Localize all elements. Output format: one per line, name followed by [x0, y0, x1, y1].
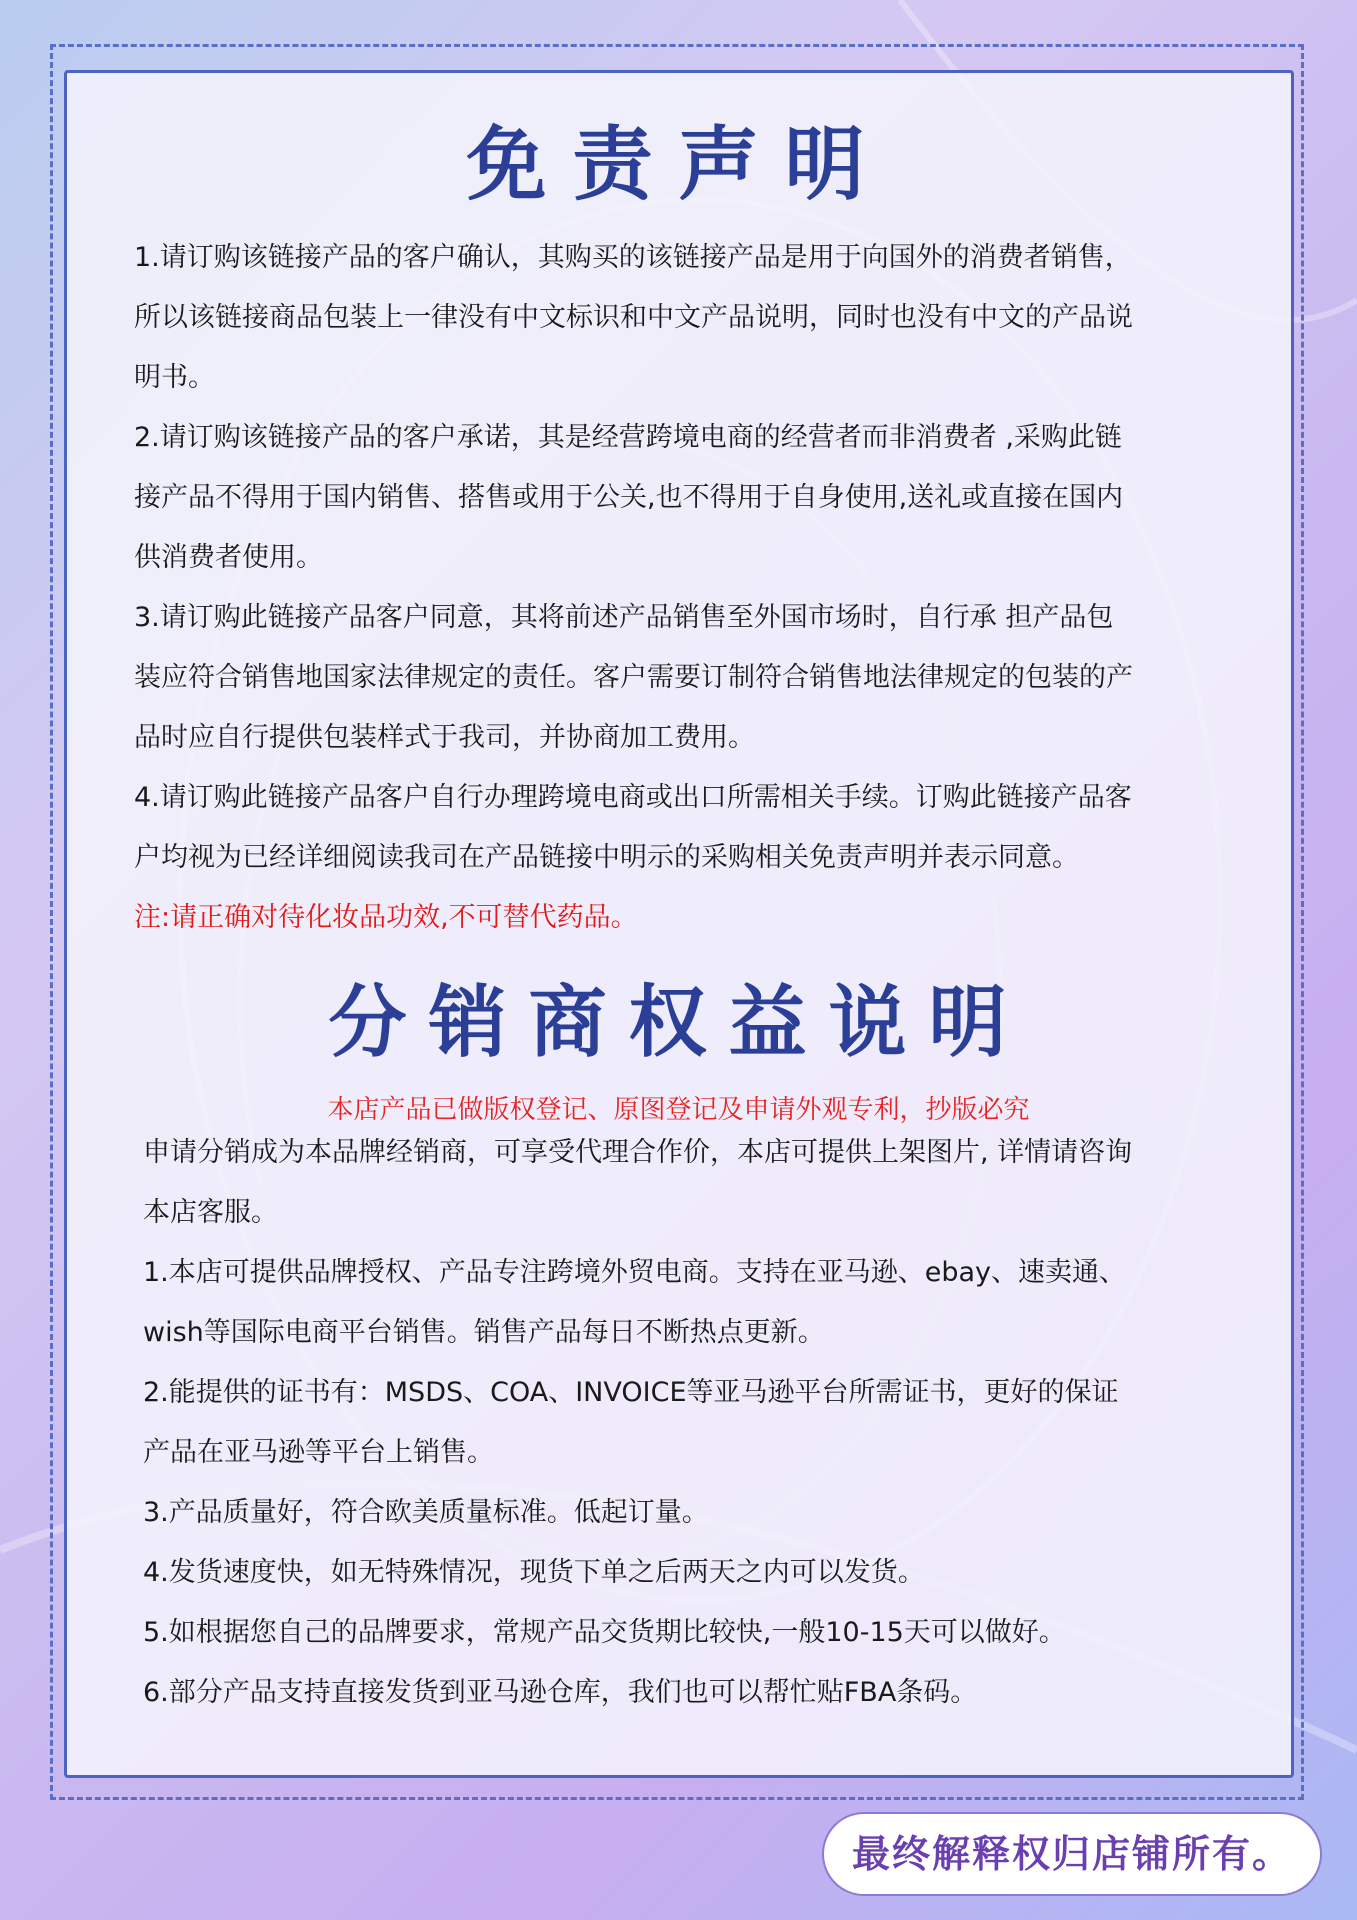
distributor-line: 3.产品质量好，符合欧美质量标准。低起订量。	[143, 1497, 709, 1528]
disclaimer-line: 4.请订购此链接产品客户自行办理跨境电商或出口所需相关手续。订购此链接产品客	[134, 782, 1132, 813]
disclaimer-line: 明书。	[134, 362, 215, 393]
distributor-line: 5.如根据您自己的品牌要求，常规产品交货期比较快,一般10-15天可以做好。	[143, 1617, 1066, 1648]
disclaimer-line: 1.请订购该链接产品的客户确认，其购买的该链接产品是用于向国外的消费者销售，	[134, 242, 1132, 273]
disclaimer-line: 品时应自行提供包装样式于我司，并协商加工费用。	[134, 722, 755, 753]
disclaimer-line: 所以该链接商品包装上一律没有中文标识和中文产品说明，同时也没有中文的产品说	[134, 302, 1133, 333]
distributor-line: 申请分销成为本品牌经销商，可享受代理合作价，本店可提供上架图片, 详情请咨询	[143, 1137, 1133, 1168]
distributor-body	[143, 1123, 1233, 1723]
distributor-line: 产品在亚马逊等平台上销售。	[143, 1437, 494, 1468]
distributor-line: 2.能提供的证书有：MSDS、COA、INVOICE等亚马逊平台所需证书，更好的保证	[143, 1377, 1119, 1408]
disclaimer-note: 注:请正确对待化妆品功效,不可替代药品。	[134, 902, 638, 933]
disclaimer-body	[134, 228, 1234, 948]
distributor-title: 分销商权益说明	[328, 977, 1029, 1068]
disclaimer-line: 3.请订购此链接产品客户同意，其将前述产品销售至外国市场时，自行承 担产品包	[134, 602, 1114, 633]
distributor-line: 本店客服。	[143, 1197, 278, 1228]
disclaimer-line: 户均视为已经详细阅读我司在产品链接中明示的采购相关免责声明并表示同意。	[134, 842, 1079, 873]
distributor-line: wish等国际电商平台销售。销售产品每日不断热点更新。	[143, 1317, 825, 1348]
disclaimer-line: 接产品不得用于国内销售、搭售或用于公关,也不得用于自身使用,送礼或直接在国内	[134, 482, 1124, 513]
disclaimer-line: 2.请订购该链接产品的客户承诺，其是经营跨境电商的经营者而非消费者 ,采购此链	[134, 422, 1122, 453]
distributor-line: 4.发货速度快，如无特殊情况，现货下单之后两天之内可以发货。	[143, 1557, 925, 1588]
copyright-notice: 本店产品已做版权登记、原图登记及申请外观专利，抄版必究	[327, 1095, 1030, 1125]
disclaimer-title: 免责声明	[466, 117, 891, 211]
footer-rights-notice: 最终解释权归店铺所有。	[822, 1812, 1322, 1896]
distributor-line: 6.部分产品支持直接发货到亚马逊仓库，我们也可以帮忙贴FBA条码。	[143, 1677, 978, 1708]
distributor-line: 1.本店可提供品牌授权、产品专注跨境外贸电商。支持在亚马逊、ebay、速卖通、	[143, 1257, 1127, 1288]
disclaimer-line: 装应符合销售地国家法律规定的责任。客户需要订制符合销售地法律规定的包装的产	[134, 662, 1133, 693]
disclaimer-line: 供消费者使用。	[134, 542, 323, 573]
